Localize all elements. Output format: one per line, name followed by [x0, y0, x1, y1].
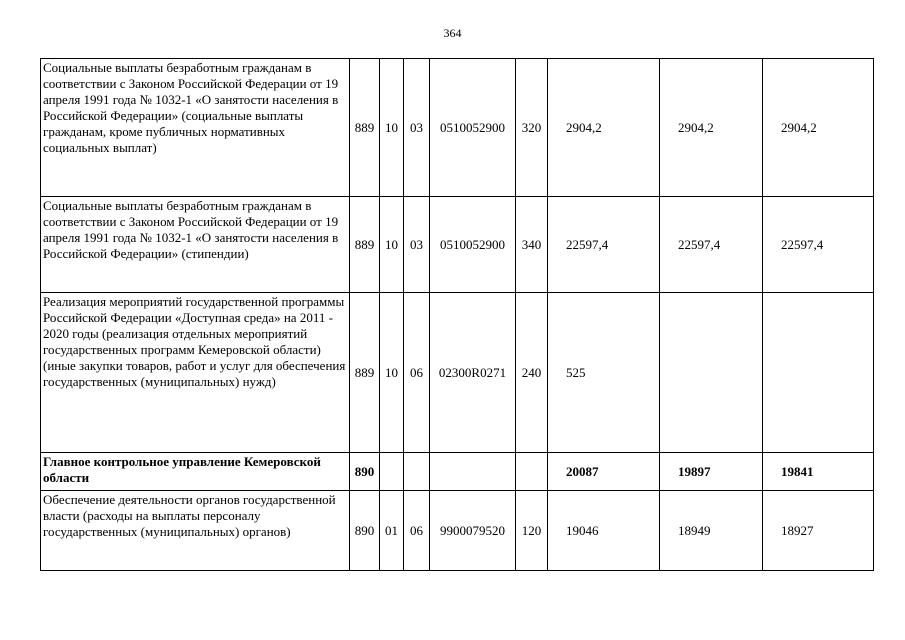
amount-year-1: 2904,2	[548, 59, 660, 197]
ministry-code: 890	[350, 453, 380, 491]
subsection-code: 03	[404, 59, 430, 197]
amount-year-2: 22597,4	[660, 197, 763, 293]
table-row	[41, 293, 874, 453]
table-row	[41, 453, 874, 491]
subsection-code: 03	[404, 197, 430, 293]
row-description: Реализация мероприятий государственной программы Российской Федерации «Доступная среда» на 2011 - 2020 годы (реализация отдельных мероприятий государственных программ Кемеровской области) (иные закупки товаров, работ и услуг для обеспечения государственных (муниципальных) нужд)	[41, 293, 350, 453]
section-code: 10	[380, 293, 404, 453]
budget-table	[40, 58, 874, 571]
subsection-code	[404, 453, 430, 491]
expense-type-code: 320	[516, 59, 548, 197]
section-code: 10	[380, 197, 404, 293]
table-row	[41, 491, 874, 571]
amount-year-3: 22597,4	[763, 197, 874, 293]
section-code: 10	[380, 59, 404, 197]
row-description: Социальные выплаты безработным гражданам в соответствии с Законом Российской Федерации от 19 апреля 1991 года № 1032-1 «О занятости населения в Российской Федерации» (стипендии)	[41, 197, 350, 293]
amount-year-1: 525	[548, 293, 660, 453]
amount-year-3: 2904,2	[763, 59, 874, 197]
expense-type-code: 120	[516, 491, 548, 571]
amount-year-2: 19897	[660, 453, 763, 491]
ministry-code: 889	[350, 293, 380, 453]
section-code: 01	[380, 491, 404, 571]
subsection-code: 06	[404, 491, 430, 571]
subsection-code: 06	[404, 293, 430, 453]
section-code	[380, 453, 404, 491]
target-item-code: 02300R0271	[430, 293, 516, 453]
expense-type-code: 340	[516, 197, 548, 293]
table-row	[41, 59, 874, 197]
amount-year-3: 19841	[763, 453, 874, 491]
amount-year-1: 19046	[548, 491, 660, 571]
amount-year-1: 20087	[548, 453, 660, 491]
expense-type-code	[516, 453, 548, 491]
page-number: 364	[443, 26, 462, 40]
row-description: Социальные выплаты безработным гражданам в соответствии с Законом Российской Федерации от 19 апреля 1991 года № 1032-1 «О занятости населения в Российской Федерации» (социальные выплаты гражданам, кроме публичных нормативных социальных выплат)	[41, 59, 350, 197]
amount-year-2: 18949	[660, 491, 763, 571]
row-description: Главное контрольное управление Кемеровской области	[41, 453, 350, 491]
ministry-code: 889	[350, 197, 380, 293]
amount-year-3	[763, 293, 874, 453]
amount-year-3: 18927	[763, 491, 874, 571]
target-item-code: 9900079520	[430, 491, 516, 571]
target-item-code: 0510052900	[430, 197, 516, 293]
target-item-code	[430, 453, 516, 491]
amount-year-2	[660, 293, 763, 453]
row-description: Обеспечение деятельности органов государственной власти (расходы на выплаты персоналу государственных (муниципальных) органов)	[41, 491, 350, 571]
table-row	[41, 197, 874, 293]
ministry-code: 889	[350, 59, 380, 197]
amount-year-1: 22597,4	[548, 197, 660, 293]
target-item-code: 0510052900	[430, 59, 516, 197]
ministry-code: 890	[350, 491, 380, 571]
amount-year-2: 2904,2	[660, 59, 763, 197]
expense-type-code: 240	[516, 293, 548, 453]
